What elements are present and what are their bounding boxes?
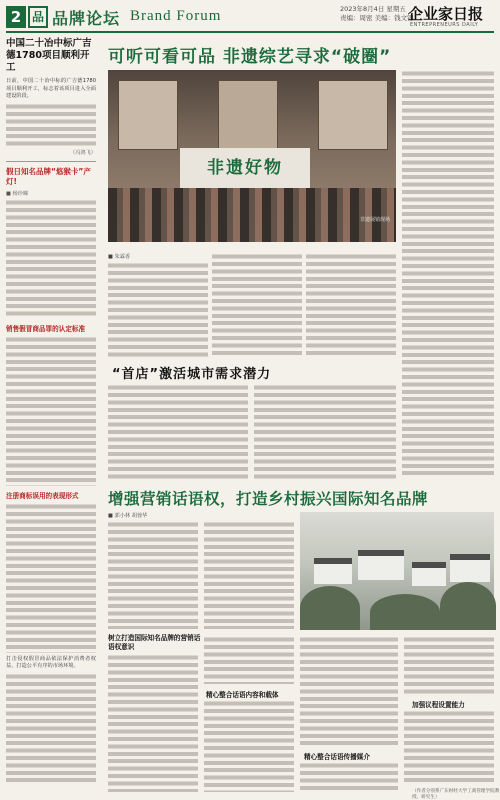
editor-line: 责编：周密 美编：钱文锦 <box>340 14 414 22</box>
left-section-1: 销售假冒商品罪的认定标准 <box>6 324 86 333</box>
footnote: （作者分别系广东财经大学工商管理学院教授、研究生） <box>412 789 500 800</box>
article-1-text <box>402 70 494 478</box>
column-title-cn: 品牌论坛 <box>52 9 121 28</box>
article-3-headline: 增强营销话语权，打造乡村振兴国际知名品牌 <box>108 490 429 508</box>
page-number: 2 <box>6 6 26 28</box>
article-1-intro <box>108 253 208 358</box>
article-2-text <box>108 384 248 480</box>
left-headline: 中国二十冶中标广吉德1780项目顺利开工 <box>6 38 92 73</box>
photo-house <box>358 550 404 580</box>
left-body-1: 日前，中国二十冶中标的广吉德1780项目顺利开工，标志着该项目进入全面建设阶段。 <box>6 78 96 100</box>
photo-house <box>314 558 352 584</box>
photo-tree <box>370 594 440 630</box>
paper-name-en: ENTREPRENEURS DAILY <box>410 22 479 28</box>
article-3-byline: ■ 郭小林 胡蓉华 <box>108 513 148 519</box>
paper-name: 企业家日报 <box>408 5 484 23</box>
left-section-3: 打击侵权假冒商品依法保护消费者权益，打造公平有序的市场环境。 <box>6 655 96 670</box>
article-3-text <box>300 636 398 746</box>
article-3-text <box>204 636 294 684</box>
article-1-byline: ■ 朱霖香 <box>108 254 131 260</box>
article-3-photo <box>300 512 494 630</box>
article-3-sub-3: 加强议程设置能力 <box>412 701 465 709</box>
photo-stall <box>218 80 278 150</box>
article-1-text <box>306 253 396 357</box>
masthead <box>0 0 500 34</box>
article-3-text <box>108 654 198 792</box>
article-3-text <box>404 636 494 694</box>
photo-tree <box>440 582 496 630</box>
photo-sign: 非遗好物 <box>180 148 310 188</box>
article-3-text <box>404 710 494 784</box>
article-3-text <box>204 521 294 629</box>
photo-crowd <box>108 188 396 242</box>
article-1-headline: 可听可看可品 非遗综艺寻求“破圈” <box>108 47 392 67</box>
column-title-en: Brand Forum <box>130 8 222 24</box>
article-2-text <box>254 384 396 480</box>
left-column <box>6 38 96 783</box>
date-line: 2023年8月4日 星期五 <box>340 5 406 13</box>
article-1-text <box>108 262 208 358</box>
left-body-text <box>6 199 96 319</box>
article-3-sub-4: 精心整合话语传播媒介 <box>304 753 370 761</box>
photo-house <box>450 554 490 582</box>
photo-house <box>412 562 446 586</box>
date-block <box>340 5 414 23</box>
left-body-text <box>6 673 96 783</box>
photo-stall <box>318 80 388 150</box>
left-body-text <box>6 103 96 147</box>
article-1-photo <box>108 70 396 242</box>
article-3-text <box>108 521 198 629</box>
photo-stall <box>118 80 178 150</box>
photo-caption: 非遗展销现场 <box>359 217 390 223</box>
article-3-text <box>204 700 294 792</box>
article-1-text <box>212 253 302 357</box>
article-3-text <box>300 762 398 792</box>
divider <box>6 161 96 162</box>
article-2-headline: “首店”激活城市需求潜力 <box>112 367 272 382</box>
article-3-sub-2: 精心整合话语内容和载体 <box>206 691 279 699</box>
left-body-text <box>6 503 96 653</box>
masthead-rule <box>6 31 494 33</box>
left-sub-headline: 假日知名品牌“悠猴卡”产灯! <box>6 166 91 186</box>
left-byline-2: ■ 杨珍臻 <box>6 190 29 197</box>
column-icon: 品 <box>28 6 48 28</box>
photo-tree <box>300 586 360 630</box>
left-section-2: 注册商标误用的表现形式 <box>6 491 79 500</box>
left-byline-1: （冯鸿飞） <box>70 149 96 156</box>
article-3-sub-1: 树立打造国际知名品牌的营销话语权意识 <box>108 634 201 651</box>
right-column <box>402 70 494 478</box>
left-body-text <box>6 336 96 486</box>
